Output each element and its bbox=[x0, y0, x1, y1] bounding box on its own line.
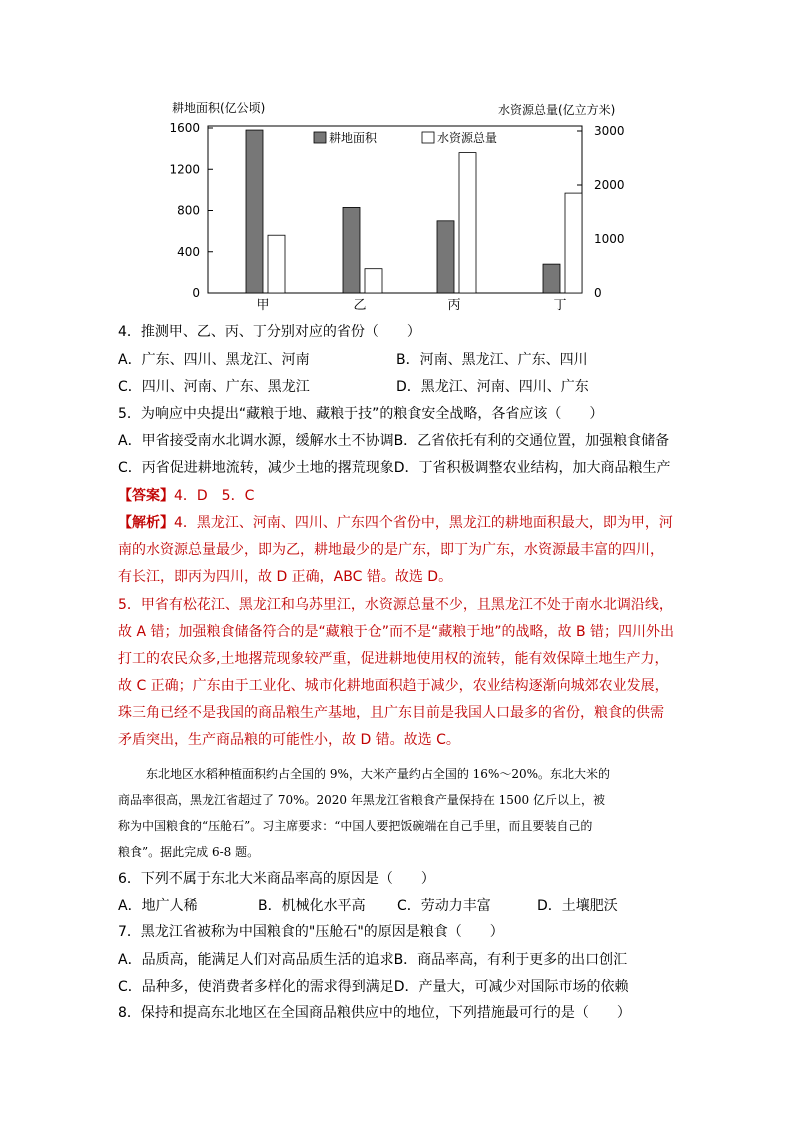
left-tick-label: 1200 bbox=[169, 162, 200, 177]
bar-water-resources bbox=[268, 235, 285, 293]
analysis-line-9: 矛盾突出，生产商品粮的可能性小，故 D 错。故选 C。 bbox=[118, 732, 460, 748]
legend-label-water: 水资源总量 bbox=[437, 131, 498, 145]
bar-water-resources bbox=[565, 193, 582, 293]
right-axis-label: 水资源总量(亿立方米) bbox=[498, 103, 616, 117]
q4-option-b: B．河南、黑龙江、广东、四川 bbox=[396, 352, 588, 368]
left-tick-label: 0 bbox=[192, 286, 200, 300]
q4-option-d: D．黑龙江、河南、四川、广东 bbox=[396, 379, 589, 395]
question-6-stem: 6．下列不属于东北大米商品率高的原因是（ ） bbox=[118, 871, 435, 887]
legend-swatch-water bbox=[422, 132, 434, 143]
q5-options-ab: A．甲省接受南水北调水源，缓解水土不协调B．乙省依托有利的交通位置，加强粮食储备 bbox=[118, 433, 670, 449]
analysis-line-4: 5．甲省有松花江、黑龙江和乌苏里江，水资源总量不少，且黑龙江不处于南水北调沿线， bbox=[118, 597, 673, 613]
left-tick-label: 1600 bbox=[169, 121, 200, 135]
bar-water-resources bbox=[459, 153, 476, 293]
analysis-line-8: 珠三角已经不是我国的商品粮生产基地，且广东目前是我国人口最多的省份，粮食的供需 bbox=[118, 705, 664, 721]
analysis-line-3: 有长江，即丙为四川，故 D 正确，ABC 错。故选 D。 bbox=[118, 569, 453, 585]
q6-option-c: C．劳动力丰富 bbox=[397, 898, 491, 914]
bar-water-resources bbox=[365, 269, 382, 293]
question-7-stem: 7．黑龙江省被称为中国粮食的"压舱石"的原因是粮食（ ） bbox=[118, 924, 504, 940]
right-tick-label: 1000 bbox=[594, 232, 625, 246]
plot-frame bbox=[208, 126, 582, 293]
bar-cultivated-area bbox=[246, 130, 263, 293]
analysis-line-1 bbox=[118, 513, 673, 533]
q5-options-cd: C．丙省促进耕地流转，减少土地的撂荒现象D．丁省积极调整农业结构，加大商品粮生产 bbox=[118, 460, 671, 476]
q7-options-ab: A．品质高，能满足人们对高品质生活的追求B．商品率高，有利于更多的出口创汇 bbox=[118, 952, 628, 968]
legend-swatch-cultivated bbox=[314, 132, 326, 143]
analysis-text-1: 4．黑龙江、河南、四川、广东四个省份中，黑龙江的耕地面积最大，即为甲，河 bbox=[174, 515, 673, 531]
category-label: 丙 bbox=[447, 298, 461, 313]
category-label: 乙 bbox=[353, 298, 367, 313]
q4-option-c: C．四川、河南、广东、黑龙江 bbox=[118, 379, 310, 395]
left-axis-label: 耕地面积(亿公顷) bbox=[172, 101, 266, 115]
answer-line bbox=[118, 486, 254, 506]
analysis-line-6: 打工的农民众多,土地撂荒现象较严重，促进耕地使用权的流转，能有效保障土地生产力， bbox=[118, 651, 669, 667]
left-tick-label: 800 bbox=[177, 203, 200, 218]
material-line-2: 商品率很高，黑龙江省超过了 70%。2020 年黑龙江省粮食产量保持在 1500 亿斤以上，被 bbox=[118, 793, 606, 807]
analysis-line-5: 故 A 错；加强粮食储备符合的是“藏粮于仓”而不是“藏粮于地”的战略，故 B 错；四川外出 bbox=[118, 624, 674, 640]
bar-cultivated-area bbox=[343, 207, 360, 293]
analysis-line-7: 故 C 正确；广东由于工业化、城市化耕地面积趋于减少，农业结构逐渐向城郊农业发展， bbox=[118, 678, 669, 694]
q6-option-a: A．地广人稀 bbox=[118, 898, 198, 914]
right-tick-label: 2000 bbox=[594, 178, 625, 192]
bar-chart bbox=[150, 96, 650, 316]
category-label: 丁 bbox=[553, 298, 567, 313]
legend-label-cultivated: 耕地面积 bbox=[329, 131, 378, 145]
q6-option-b: B．机械化水平高 bbox=[258, 898, 366, 914]
left-tick-label: 400 bbox=[177, 244, 200, 259]
answer-text: 4．D 5．C bbox=[174, 488, 255, 504]
analysis-tag: 【解析】 bbox=[118, 515, 174, 531]
right-tick-label: 0 bbox=[594, 286, 602, 300]
question-4-stem: 4．推测甲、乙、丙、丁分别对应的省份（ ） bbox=[118, 324, 421, 340]
question-5-stem: 5．为响应中央提出“藏粮于地、藏粮于技”的粮食安全战略，各省应该（ ） bbox=[118, 406, 604, 422]
right-tick-label: 3000 bbox=[594, 124, 625, 138]
answer-tag: 【答案】 bbox=[118, 488, 174, 504]
legend bbox=[314, 130, 497, 145]
question-8-stem: 8．保持和提高东北地区在全国商品粮供应中的地位，下列措施最可行的是（ ） bbox=[118, 1005, 631, 1021]
material-line-3: 称为中国粮食的“压舱石”。习主席要求：“中国人要把饭碗端在自己手里，而且要装自己的 bbox=[118, 819, 593, 833]
q4-option-a: A．广东、四川、黑龙江、河南 bbox=[118, 352, 310, 368]
bar-cultivated-area bbox=[437, 221, 454, 293]
q6-option-d: D．土壤肥沃 bbox=[537, 898, 618, 914]
q7-options-cd: C．品种多，使消费者多样化的需求得到满足D．产量大，可减少对国际市场的依赖 bbox=[118, 979, 629, 995]
bar-cultivated-area bbox=[543, 264, 560, 293]
material-line-4: 粮食”。据此完成 6-8 题。 bbox=[118, 845, 260, 859]
category-label: 甲 bbox=[256, 298, 270, 313]
analysis-line-2: 南的水资源总量最少，即为乙，耕地最少的是广东，即丁为广东，水资源最丰富的四川， bbox=[118, 542, 664, 558]
material-line-1: 东北地区水稻种植面积约占全国的 9%，大米产量约占全国的 16%～20%。东北大米的 bbox=[146, 767, 611, 781]
